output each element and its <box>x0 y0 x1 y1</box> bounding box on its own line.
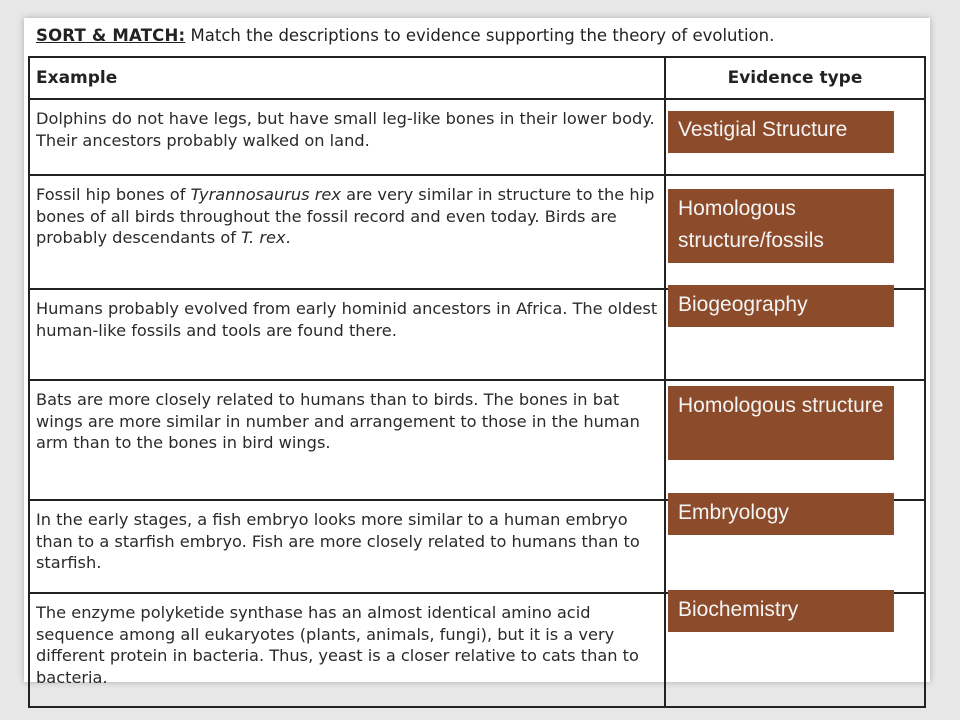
answer-label-homologous-structure-fossils[interactable]: Homologous structure/fossils <box>668 189 894 263</box>
column-header-example: Example <box>29 57 665 99</box>
example-text: Fossil hip bones of <box>36 185 191 204</box>
species-name: Tyrannosaurus rex <box>190 185 341 204</box>
answer-label-vestigial-structure[interactable]: Vestigial Structure <box>668 111 894 153</box>
example-text-continued: are very similar in structure to the hip bones of all birds throughout the fossil record and even today. Birds are probably descendants of <box>36 185 655 247</box>
example-text: In the early stages, a fish embryo looks more similar to a human embryo than to a starfish embryo. Fish are more closely related to humans than to starfish. <box>36 510 640 572</box>
column-header-evidence-type: Evidence type <box>665 57 925 99</box>
example-cell <box>29 289 665 380</box>
example-text: The enzyme polyketide synthase has an almost identical amino acid sequence among all eukaryotes (plants, animals, fungi), but it is a very different protein in bacteria. Thus, yeast is a closer relative to cats than to bacteria. <box>36 603 639 687</box>
worksheet-header <box>36 26 774 45</box>
example-cell <box>29 380 665 500</box>
species-abbrev: T. rex <box>241 228 286 247</box>
example-cell <box>29 500 665 593</box>
answer-label-biochemistry[interactable]: Biochemistry <box>668 590 894 632</box>
answer-label-biogeography[interactable]: Biogeography <box>668 285 894 327</box>
worksheet-title: SORT & MATCH: <box>36 26 186 45</box>
example-cell <box>29 593 665 707</box>
example-cell <box>29 175 665 289</box>
example-text: Dolphins do not have legs, but have small leg-like bones in their lower body. Their ancestors probably walked on land. <box>36 109 655 150</box>
answer-label-homologous-structure[interactable]: Homologous structure <box>668 386 894 460</box>
example-text-end: . <box>285 228 291 247</box>
example-text: Humans probably evolved from early hominid ancestors in Africa. The oldest human-like fossils and tools are found there. <box>36 299 658 340</box>
worksheet-instruction: Match the descriptions to evidence supporting the theory of evolution. <box>185 26 775 45</box>
example-cell <box>29 99 665 175</box>
example-text: Bats are more closely related to humans than to birds. The bones in bat wings are more similar in number and arrangement to those in the human arm than to the bones in bird wings. <box>36 390 640 452</box>
answer-label-embryology[interactable]: Embryology <box>668 493 894 535</box>
